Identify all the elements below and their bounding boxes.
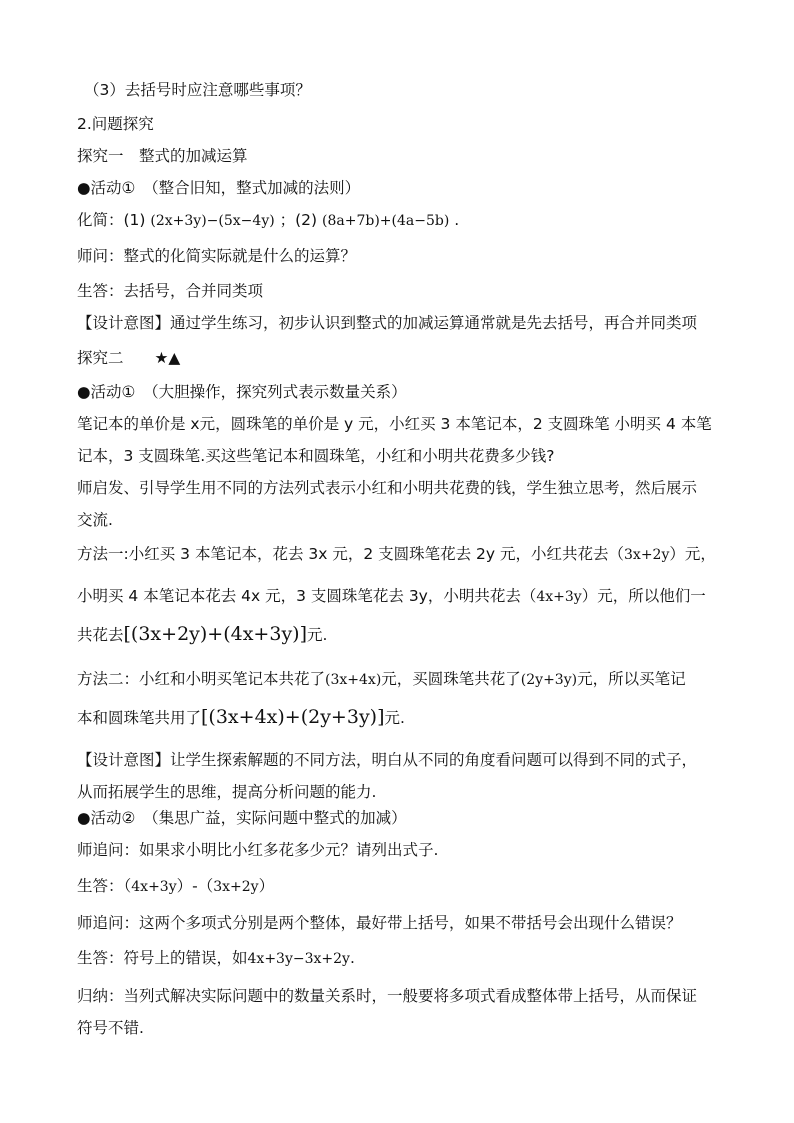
question-3: （3）去括号时应注意哪些事项？ <box>84 81 311 99</box>
method-one-text-a: 方法一:小红买 3 本笔记本，花去 3x 元，2 支圆珠笔花去 2y 元，小红共花去（ <box>77 545 625 563</box>
method-one-line-2 <box>77 586 727 607</box>
simplify-line <box>77 210 727 231</box>
activity-1b-heading: ●活动① （大胆操作，探究列式表示数量关系） <box>77 383 407 401</box>
answer-text-b: ）-（ <box>176 877 214 895</box>
method-one-text-f: 元. <box>307 626 328 644</box>
teacher-followup-2: 师追问：这两个多项式分别是两个整体，最好带上括号，如果不带括号会出现什么错误？ <box>77 914 682 932</box>
teacher-followup-1: 师追问：如果求小明比小红多花多少元？请列出式子. <box>77 841 439 859</box>
math-expression: [(3x+4x)+(2y+3y)] <box>201 706 385 728</box>
guide-line-2: 交流. <box>77 511 113 529</box>
method-two-text-b: 元，买圆珠笔共花了 <box>381 670 521 688</box>
method-one-text-c: 小明买 4 本笔记本花去 4x 元，3 支圆珠笔花去 3y，小明共花去（ <box>77 587 537 605</box>
problem-line-2: 记本，3 支圆珠笔.买这些笔记本和圆珠笔，小红和小明共花费多少钱? <box>77 447 555 465</box>
math-expression: 4x+3y−3x+2y <box>247 951 350 967</box>
method-one-text-d: ）元，所以他们一 <box>581 587 706 605</box>
activity-2-heading: ●活动② （集思广益，实际问题中整式的加减） <box>77 809 407 827</box>
method-one-text-b: ）元， <box>669 545 716 563</box>
student-answer-2 <box>77 876 727 897</box>
method-one-line-1 <box>77 544 727 565</box>
design-intent-2-line-2: 从而拓展学生的思维，提高分析问题的能力. <box>77 783 377 801</box>
answer-text-a: 生答：（ <box>77 877 132 895</box>
math-expression: 4x+3y <box>131 879 177 895</box>
explore-two-heading: 探究二 ★▲ <box>77 349 181 367</box>
method-two-text-a: 方法二：小红和小明买笔记本共花了 <box>77 670 326 688</box>
summary-line-2: 符号不错. <box>77 1019 144 1037</box>
method-two-text-c: 元，所以买笔记 <box>577 670 686 688</box>
simplify-prefix: 化简：(1) <box>77 211 146 229</box>
math-expression-1: (2x+3y)−(5x−4y) <box>150 213 275 229</box>
math-expression: [(3x+2y)+(4x+3y)] <box>123 623 308 645</box>
answer-text-d: 生答：符号上的错误，如 <box>77 949 248 967</box>
simplify-mid: ；(2) <box>279 211 318 229</box>
math-expression: (2y+3y) <box>520 672 578 688</box>
math-expression: (3x+4x) <box>325 672 382 688</box>
method-two-line-2 <box>77 707 727 728</box>
guide-line-1: 师启发、引导学生用不同的方法列式表示小红和小明共花费的钱，学生独立思考，然后展示 <box>77 479 698 497</box>
method-two-text-d: 本和圆珠笔共用了 <box>77 709 202 727</box>
summary-line-1: 归纳：当列式解决实际问题中的数量关系时，一般要将多项式看成整体带上括号，从而保证 <box>77 987 698 1005</box>
math-expression: 3x+2y <box>213 879 259 895</box>
teacher-question: 师问：整式的化简实际就是什么的运算？ <box>77 247 357 265</box>
explore-one-heading: 探究一 整式的加减运算 <box>77 147 248 165</box>
answer-text-e: . <box>349 949 355 967</box>
simplify-end: . <box>454 211 460 229</box>
method-one-text-e: 共花去 <box>77 626 124 644</box>
student-answer-3 <box>77 948 727 969</box>
math-expression: 4x+3y <box>536 589 582 605</box>
method-two-text-e: 元. <box>384 709 405 727</box>
student-answer: 生答：去括号，合并同类项 <box>77 282 264 300</box>
design-intent-1: 【设计意图】通过学生练习，初步认识到整式的加减运算通常就是先去括号，再合并同类项 <box>77 314 698 332</box>
section-heading: 2.问题探究 <box>77 115 154 133</box>
method-one-line-3 <box>77 624 727 645</box>
answer-text-c: ） <box>258 877 275 895</box>
method-two-line-1 <box>77 669 727 690</box>
math-expression: 3x+2y <box>624 547 670 563</box>
design-intent-2-line-1: 【设计意图】让学生探索解题的不同方法，明白从不同的角度看问题可以得到不同的式子， <box>77 751 698 769</box>
problem-line-1: 笔记本的单价是 x元，圆珠笔的单价是 y 元，小红买 3 本笔记本，2 支圆珠笔 小明买 4 本笔 <box>77 415 712 433</box>
activity-1-heading: ●活动① （整合旧知，整式加减的法则） <box>77 179 361 197</box>
math-expression-2: (8a+7b)+(4a−5b) <box>322 213 450 229</box>
